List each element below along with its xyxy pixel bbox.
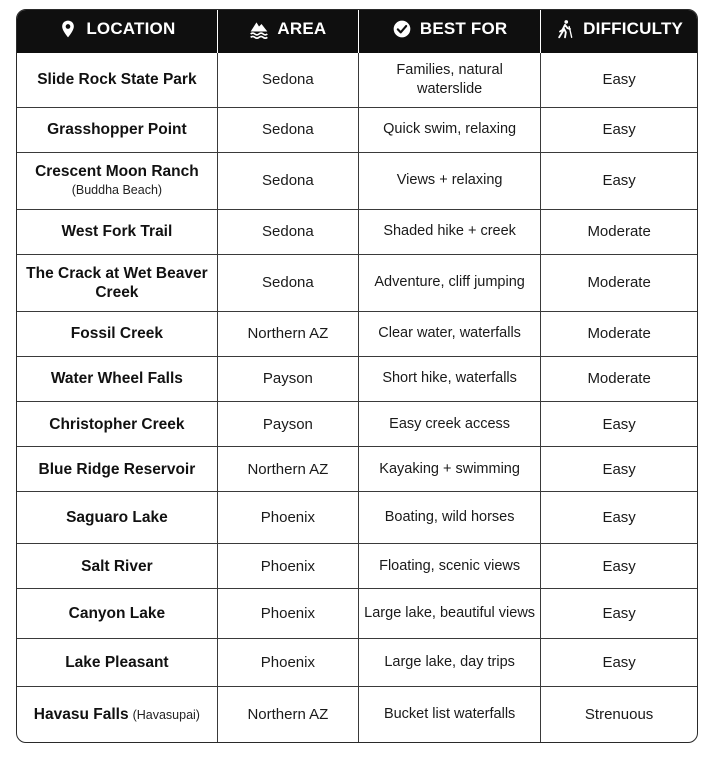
mountain-water-icon: [249, 19, 269, 39]
best-for-cell: Views + relaxing: [358, 152, 540, 209]
table-body: [17, 53, 697, 742]
location-cell: [17, 687, 217, 742]
table-row: [17, 492, 697, 544]
difficulty-cell: Easy: [541, 589, 697, 639]
area-cell: Phoenix: [217, 589, 358, 639]
location-name: Lake Pleasant: [65, 654, 169, 672]
location-name: Christopher Creek: [49, 415, 185, 433]
swimming-spots-table: [17, 10, 697, 742]
best-for-cell: Floating, scenic views: [358, 544, 540, 589]
location-cell: [17, 107, 217, 152]
location-cell: [17, 254, 217, 311]
location-cell: [17, 152, 217, 209]
best-for-cell: Kayaking + swimming: [358, 447, 540, 492]
location-name: Blue Ridge Reservoir: [38, 460, 196, 478]
difficulty-cell: Strenuous: [541, 687, 697, 742]
area-cell: Sedona: [217, 107, 358, 152]
difficulty-cell: Easy: [541, 492, 697, 544]
location-name: The Crack at Wet Beaver Creek: [26, 264, 208, 301]
table-row: [17, 107, 697, 152]
hiker-icon: [555, 19, 575, 39]
check-circle-icon: [392, 19, 412, 39]
location-subtitle: (Buddha Beach): [71, 182, 163, 197]
location-cell: [17, 53, 217, 107]
table-row: [17, 209, 697, 254]
location-cell: [17, 356, 217, 401]
location-name: Crescent Moon Ranch: [35, 162, 199, 180]
table-row: [17, 401, 697, 446]
header-row: [17, 10, 697, 53]
difficulty-cell: Moderate: [541, 311, 697, 356]
area-cell: Sedona: [217, 53, 358, 107]
table-row: [17, 687, 697, 742]
table-row: [17, 152, 697, 209]
difficulty-cell: Moderate: [541, 254, 697, 311]
header-location: [17, 10, 217, 53]
difficulty-cell: Easy: [541, 639, 697, 687]
best-for-cell: Adventure, cliff jumping: [358, 254, 540, 311]
table-row: [17, 53, 697, 107]
location-name: Canyon Lake: [68, 605, 166, 623]
best-for-cell: Quick swim, relaxing: [358, 107, 540, 152]
location-name: West Fork Trail: [61, 223, 173, 241]
location-cell: [17, 544, 217, 589]
header-difficulty: [541, 10, 697, 53]
difficulty-cell: Moderate: [541, 209, 697, 254]
header-best-for: [358, 10, 540, 53]
difficulty-cell: Easy: [541, 152, 697, 209]
table-row: [17, 447, 697, 492]
header-difficulty-label: DIFFICULTY: [583, 19, 684, 38]
header-area: [217, 10, 358, 53]
location-name: Saguaro Lake: [66, 509, 168, 527]
table-row: [17, 589, 697, 639]
location-cell: [17, 401, 217, 446]
difficulty-cell: Easy: [541, 401, 697, 446]
location-name: Slide Rock State Park: [37, 71, 197, 89]
best-for-cell: Families, natural waterslide: [358, 53, 540, 107]
area-cell: Sedona: [217, 209, 358, 254]
location-cell: [17, 209, 217, 254]
difficulty-cell: Easy: [541, 447, 697, 492]
table-row: [17, 639, 697, 687]
area-cell: Northern AZ: [217, 447, 358, 492]
location-name: Grasshopper Point: [47, 121, 187, 139]
area-cell: Phoenix: [217, 639, 358, 687]
header-location-label: LOCATION: [86, 19, 176, 38]
header-area-label: AREA: [277, 19, 327, 38]
difficulty-cell: Easy: [602, 71, 636, 89]
location-cell: [17, 492, 217, 544]
map-pin-icon: [58, 19, 78, 39]
best-for-cell: Short hike, waterfalls: [358, 356, 540, 401]
best-for-cell: Boating, wild horses: [358, 492, 540, 544]
best-for-cell: Clear water, waterfalls: [358, 311, 540, 356]
location-cell: [17, 639, 217, 687]
table-row: [17, 544, 697, 589]
difficulty-cell: Easy: [541, 107, 697, 152]
header-best-for-label: BEST FOR: [419, 19, 508, 38]
best-for-cell: Easy creek access: [358, 401, 540, 446]
location-cell: [17, 447, 217, 492]
difficulty-cell: Easy: [541, 544, 697, 589]
area-cell: Phoenix: [217, 544, 358, 589]
area-cell: Sedona: [217, 254, 358, 311]
area-cell: Sedona: [217, 152, 358, 209]
best-for-cell: Large lake, day trips: [358, 639, 540, 687]
table-row: [17, 254, 697, 311]
area-cell: Northern AZ: [217, 311, 358, 356]
location-cell: [17, 589, 217, 639]
best-for-cell: Shaded hike + creek: [358, 209, 540, 254]
location-name: Havasu Falls: [33, 705, 129, 723]
table-container: [16, 9, 698, 743]
best-for-cell: Bucket list waterfalls: [358, 687, 540, 742]
area-cell: Northern AZ: [217, 687, 358, 742]
table-row: [17, 356, 697, 401]
area-cell: Payson: [217, 356, 358, 401]
table-row: [17, 311, 697, 356]
area-cell: Payson: [217, 401, 358, 446]
location-subtitle: (Havasupai): [132, 707, 200, 722]
difficulty-cell: Moderate: [541, 356, 697, 401]
best-for-cell: Large lake, beautiful views: [358, 589, 540, 639]
location-name: Water Wheel Falls: [50, 370, 183, 388]
table-header: [17, 10, 697, 53]
location-name: Salt River: [81, 557, 153, 575]
location-cell: [17, 311, 217, 356]
location-name: Fossil Creek: [70, 325, 163, 343]
area-cell: Phoenix: [217, 492, 358, 544]
